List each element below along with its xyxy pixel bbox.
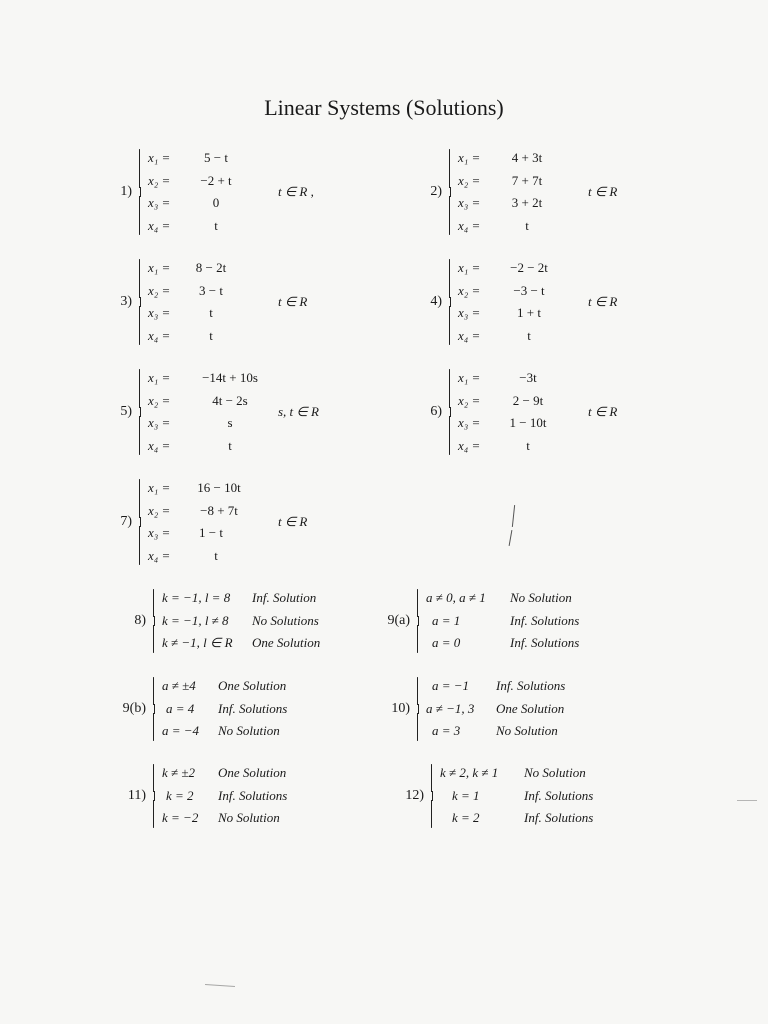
scan-artifact (512, 505, 515, 527)
problem-3 (100, 257, 307, 347)
equation-rhs: −14t + 10s (202, 370, 258, 385)
equation-lhs: x₃ = (458, 415, 481, 430)
brace-icon (136, 257, 144, 347)
case-result: Inf. Solution (252, 590, 317, 605)
equation-lhs: x₄ = (148, 217, 171, 233)
case-result: Inf. Solutions (218, 787, 288, 803)
problem-number: 9(a) (387, 612, 410, 628)
equation-lhs: x₄ = (458, 217, 481, 233)
case-result: No Solution (218, 723, 280, 738)
brace-icon (150, 675, 158, 743)
case-result: No Solution (510, 590, 572, 605)
case-condition: k ≠ −1, l ∈ R (162, 635, 233, 650)
page-title: Linear Systems (Solutions) (264, 95, 504, 120)
brace-icon (446, 257, 454, 347)
equation-lhs: x₃ = (458, 195, 481, 210)
problem-number: 12) (405, 787, 424, 803)
problem-1 (100, 147, 314, 237)
case-condition: k = 2 (166, 787, 194, 803)
problem-8 (100, 587, 320, 655)
equation-rhs: t (228, 437, 232, 453)
case-result: One Solution (252, 635, 321, 650)
case-result: One Solution (218, 765, 287, 780)
problem-11 (100, 762, 287, 830)
brace-icon (428, 762, 436, 830)
equation-lhs: x₁ = (148, 370, 171, 385)
equation-rhs: t (525, 217, 529, 233)
scan-artifact (509, 530, 513, 546)
equation-lhs: x₃ = (148, 305, 171, 320)
problem-number: 3) (120, 294, 132, 309)
equation-rhs: 7 + 7t (511, 172, 543, 188)
equation-rhs: t (214, 547, 218, 563)
case-result: No Solutions (252, 612, 319, 628)
problem-9a (370, 587, 579, 655)
parameter-domain: t ∈ R (588, 294, 618, 309)
equation-rhs: −3 − t (513, 282, 545, 298)
equation-lhs: x₁ = (148, 150, 171, 165)
equation-rhs: 3 + 2t (511, 195, 543, 210)
brace-icon (446, 367, 454, 457)
brace-icon (150, 587, 158, 655)
equation-rhs: 5 − t (204, 150, 228, 165)
parameter-domain: t ∈ R (588, 404, 618, 419)
case-result: Inf. Solutions (510, 612, 580, 628)
case-condition: k ≠ ±2 (162, 765, 196, 780)
case-condition: a = −4 (162, 723, 200, 738)
parameter-domain: s, t ∈ R (278, 404, 319, 419)
case-result: Inf. Solutions (524, 810, 594, 825)
problem-number: 7) (120, 514, 132, 529)
equation-lhs: x₄ = (148, 547, 171, 563)
equation-rhs: 8 − 2t (195, 260, 227, 275)
problem-number: 4) (430, 294, 442, 309)
case-condition: a = 1 (432, 612, 461, 628)
scan-artifact (205, 984, 235, 987)
equation-rhs: t (527, 327, 531, 343)
parameter-domain: t ∈ R , (278, 184, 314, 199)
case-result: One Solution (496, 700, 565, 716)
equation-lhs: x₂ = (148, 172, 171, 188)
equation-rhs: 1 + t (517, 305, 541, 320)
equation-lhs: x₃ = (458, 305, 481, 320)
case-result: No Solution (496, 723, 558, 738)
equation-lhs: x₁ = (458, 370, 481, 385)
equation-lhs: x₂ = (458, 392, 481, 408)
equation-rhs: t (526, 437, 530, 453)
problem-5 (100, 367, 319, 457)
brace-icon (136, 147, 144, 237)
case-condition: a = −1 (432, 678, 470, 693)
equation-rhs: −2 − 2t (510, 260, 548, 275)
case-condition: a = 3 (432, 723, 461, 738)
case-condition: k = 1 (452, 787, 480, 803)
problem-6 (410, 367, 617, 457)
case-condition: a = 0 (432, 635, 461, 650)
case-result: One Solution (218, 678, 287, 693)
equation-rhs: 1 − t (199, 525, 223, 540)
equation-rhs: 16 − 10t (197, 480, 241, 495)
case-condition: k = −1, l ≠ 8 (162, 612, 229, 628)
case-condition: k = −2 (162, 810, 199, 825)
brace-icon (136, 367, 144, 457)
case-condition: a ≠ 0, a ≠ 1 (426, 590, 486, 605)
problem-9b (100, 675, 287, 743)
case-result: Inf. Solutions (524, 787, 594, 803)
problem-number: 11) (127, 787, 146, 803)
equation-rhs: 1 − 10t (509, 415, 547, 430)
case-result: Inf. Solutions (510, 635, 580, 650)
equation-lhs: x₂ = (148, 502, 171, 518)
problem-number: 10) (391, 700, 410, 716)
problem-number: 6) (430, 404, 442, 419)
case-result: No Solution (524, 765, 586, 780)
equation-lhs: x₄ = (148, 437, 171, 453)
case-condition: a ≠ ±4 (162, 678, 196, 693)
brace-icon (414, 587, 422, 655)
scan-artifact (737, 800, 757, 801)
case-condition: k = −1, l = 8 (162, 590, 231, 605)
brace-icon (150, 762, 158, 830)
parameter-domain: t ∈ R (278, 514, 308, 529)
problem-number: 8) (134, 612, 146, 628)
equation-rhs: s (227, 415, 233, 430)
case-condition: a ≠ −1, 3 (426, 700, 475, 716)
problem-number: 1) (120, 184, 132, 199)
problem-4 (410, 257, 617, 347)
equation-rhs: −3t (519, 370, 537, 385)
problem-number: 2) (430, 184, 442, 199)
equation-lhs: x₃ = (148, 415, 171, 430)
problem-10 (370, 675, 565, 743)
brace-icon (446, 147, 454, 237)
equation-lhs: x₄ = (148, 327, 171, 343)
equation-rhs: 4 + 3t (511, 150, 543, 165)
equation-lhs: x₂ = (458, 282, 481, 298)
equation-lhs: x₂ = (148, 282, 171, 298)
brace-icon (414, 675, 422, 743)
brace-icon (136, 477, 144, 567)
problem-number: 9(b) (122, 700, 146, 716)
equation-rhs: 3 − t (199, 282, 223, 298)
equation-lhs: x₄ = (458, 437, 481, 453)
case-result: Inf. Solutions (496, 678, 566, 693)
equation-rhs: 2 − 9t (512, 392, 544, 408)
equation-lhs: x₁ = (148, 480, 171, 495)
equation-rhs: t (209, 327, 213, 343)
equation-rhs: 4t − 2s (212, 392, 248, 408)
problem-7 (100, 477, 307, 567)
equation-lhs: x₃ = (148, 525, 171, 540)
problem-2 (410, 147, 617, 237)
equation-rhs: −2 + t (200, 172, 232, 188)
equation-rhs: t (214, 217, 218, 233)
equation-lhs: x₃ = (148, 195, 171, 210)
case-condition: k ≠ 2, k ≠ 1 (440, 765, 499, 780)
case-condition: k = 2 (452, 810, 480, 825)
problem-number: 5) (120, 404, 132, 419)
equation-lhs: x₂ = (148, 392, 171, 408)
case-result: Inf. Solutions (218, 700, 288, 716)
equation-lhs: x₄ = (458, 327, 481, 343)
equation-lhs: x₁ = (148, 260, 171, 275)
problem-12 (370, 762, 593, 830)
equation-rhs: t (209, 305, 213, 320)
equation-lhs: x₁ = (458, 150, 481, 165)
equation-rhs: −8 + 7t (200, 502, 238, 518)
equation-lhs: x₂ = (458, 172, 481, 188)
parameter-domain: t ∈ R (278, 294, 308, 309)
case-condition: a = 4 (166, 700, 195, 716)
equation-lhs: x₁ = (458, 260, 481, 275)
equation-rhs: 0 (212, 195, 220, 210)
parameter-domain: t ∈ R (588, 184, 618, 199)
case-result: No Solution (218, 810, 280, 825)
